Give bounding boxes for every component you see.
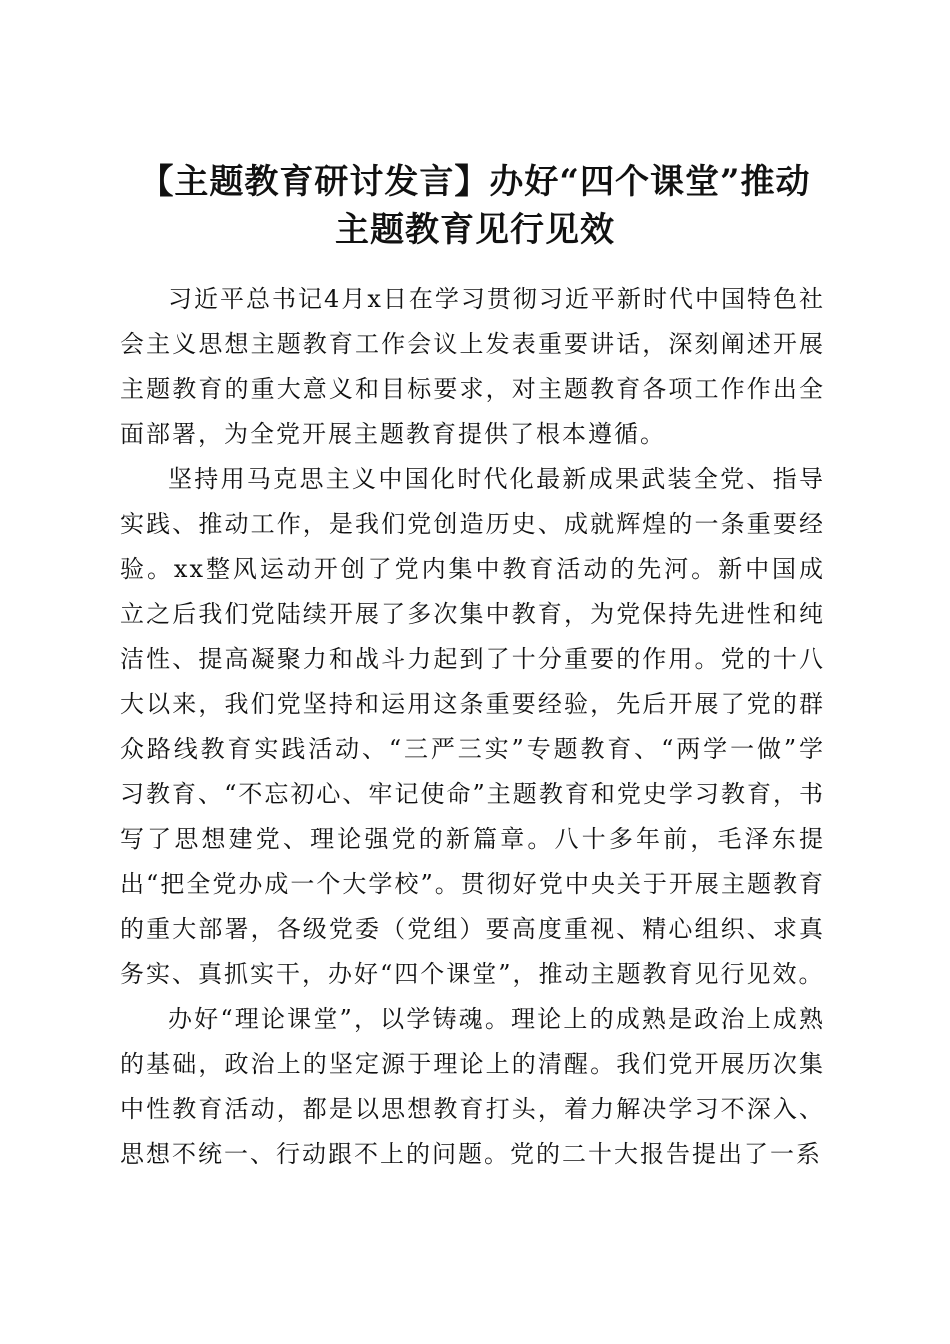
paragraph-1: 习近平总书记4月x日在学习贯彻习近平新时代中国特色社会主义思想主题教育工作会议上发表重要讲话，深刻阐述开展主题教育的重大意义和目标要求，对主题教育各项工作作出全面部署，为全党开展主题教育提供了根本遵循。 bbox=[120, 285, 825, 448]
title-line-1: 【主题教育研讨发言】办好“四个课堂”推动 bbox=[139, 161, 811, 202]
document-title bbox=[100, 158, 850, 254]
paragraph-3: 办好“理论课堂”，以学铸魂。理论上的成熟是政治上成熟的基础，政治上的坚定源于理论上的清醒。我们党开展历次集中性教育活动，都是以思想教育打头，着力解决学习不深入、思想不统一、行动跟不上的问题。党的二十大报告提出了一系 bbox=[120, 1005, 825, 1168]
document-body bbox=[120, 277, 825, 1177]
title-line-2: 主题教育见行见效 bbox=[335, 209, 615, 250]
paragraph-2: 坚持用马克思主义中国化时代化最新成果武装全党、指导实践、推动工作，是我们党创造历史、成就辉煌的一条重要经验。xx整风运动开创了党内集中教育活动的先河。新中国成立之后我们党陆续开展了多次集中教育，为党保持先进性和纯洁性、提高凝聚力和战斗力起到了十分重要的作用。党的十八大以来，我们党坚持和运用这条重要经验，先后开展了党的群众路线教育实践活动、“三严三实”专题教育、“两学一做”学习教育、“不忘初心、牢记使命”主题教育和党史学习教育，书写了思想建党、理论强党的新篇章。八十多年前，毛泽东提出“把全党办成一个大学校”。贯彻好党中央关于开展主题教育的重大部署，各级党委（党组）要高度重视、精心组织、求真务实、真抓实干，办好“四个课堂”，推动主题教育见行见效。 bbox=[120, 465, 825, 988]
